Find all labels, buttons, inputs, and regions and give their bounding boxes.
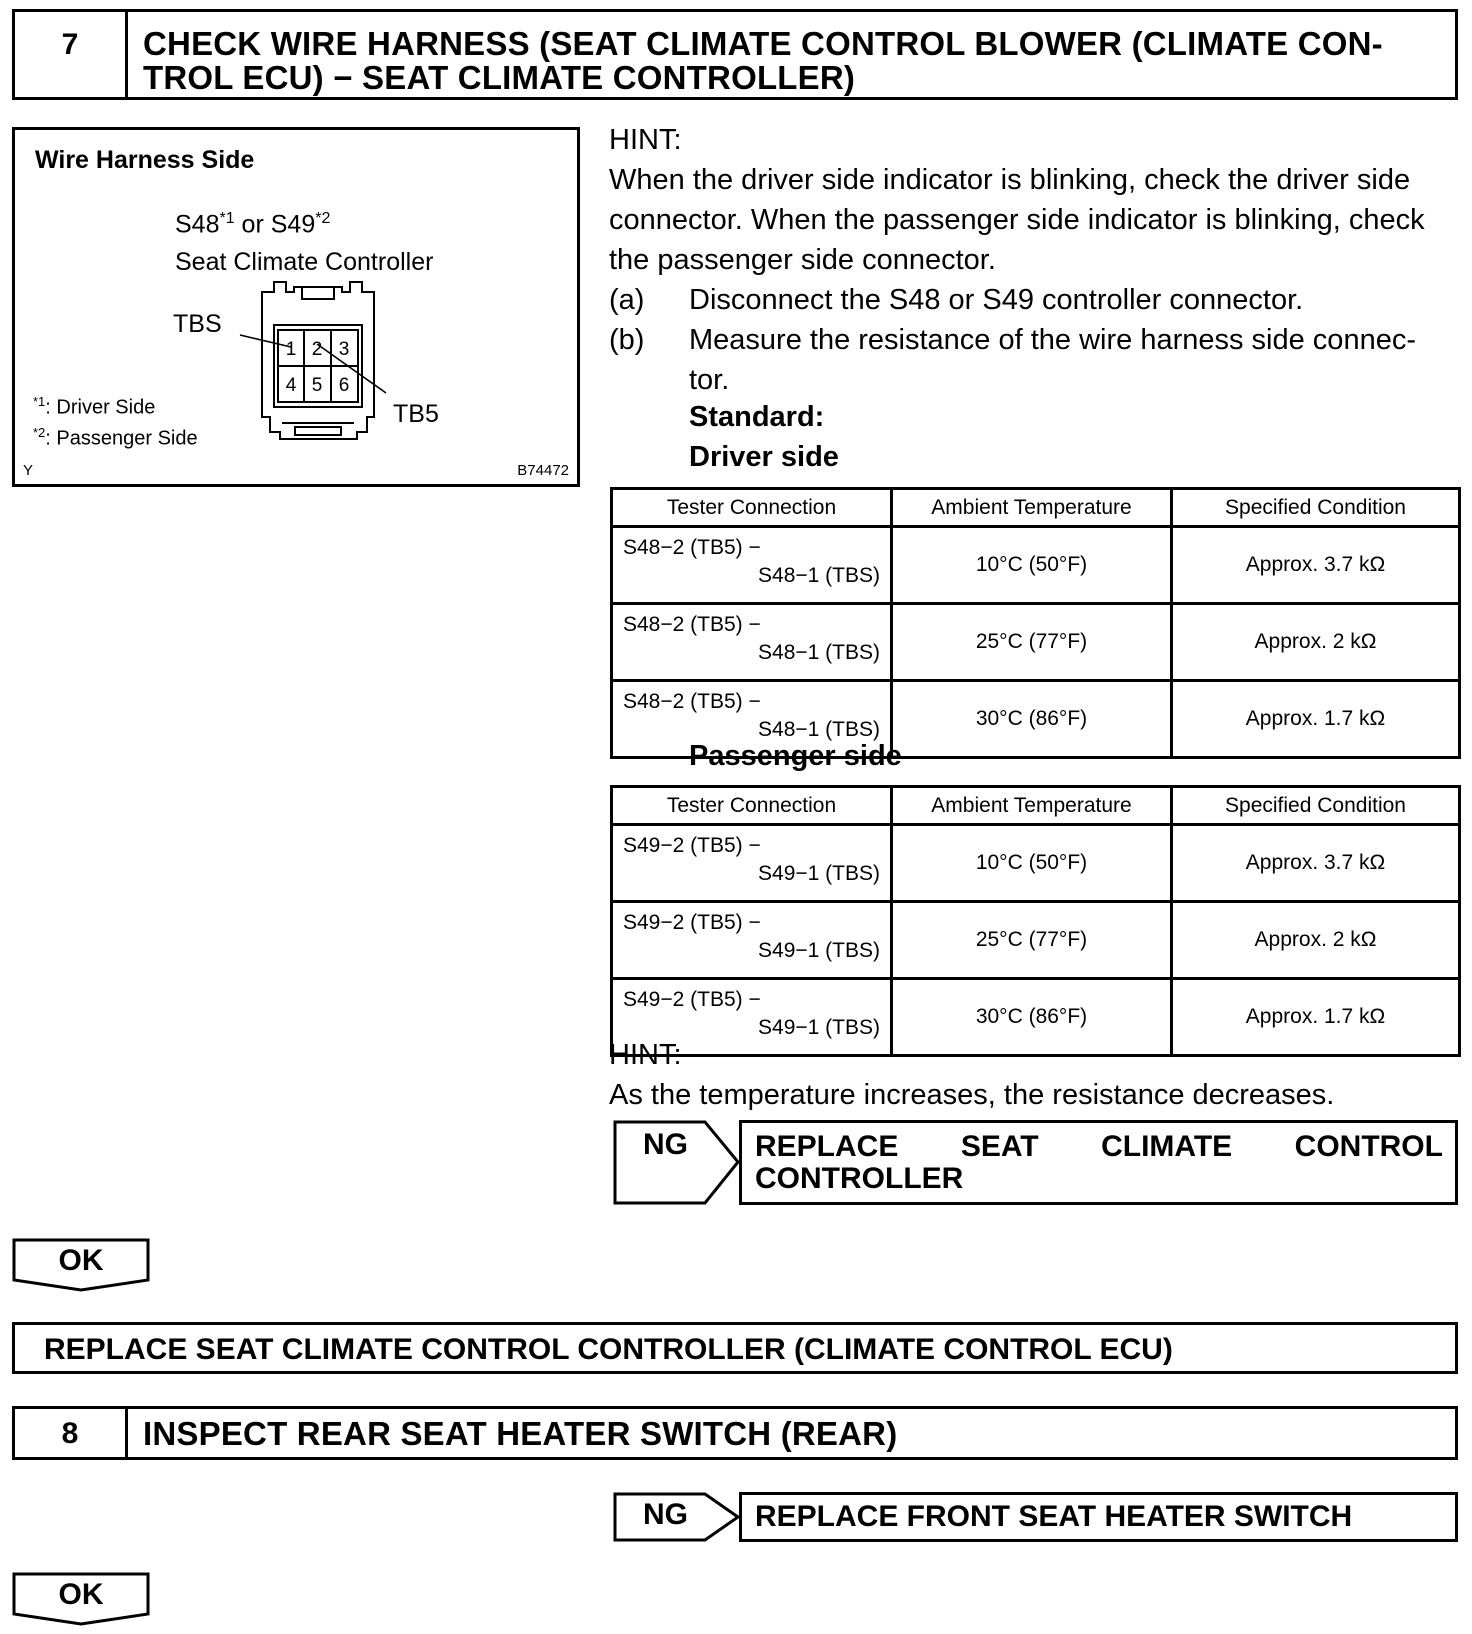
- hint-block: [609, 120, 1469, 400]
- connector-name: Seat Climate Controller: [175, 248, 434, 276]
- hint-line-1: When the driver side indicator is blinking, check the driver side: [609, 164, 1411, 196]
- header-ambient-temperature: Ambient Temperature: [892, 489, 1172, 527]
- standard-label: Standard:: [689, 401, 825, 433]
- ok-branch-8: [12, 1572, 150, 1626]
- condition-cell: Approx. 2 kΩ: [1172, 604, 1460, 681]
- step-title-line-2: TROL ECU) − SEAT CLIMATE CONTROLLER): [143, 59, 856, 96]
- table-header-row: [612, 489, 1460, 527]
- ng-result-box: [739, 1120, 1458, 1205]
- conn-from: S49−2 (TB5) −: [623, 988, 761, 1011]
- hint-2-label: HINT:: [609, 1039, 682, 1071]
- step-7-header: [12, 9, 1458, 100]
- step-title-line-1: CHECK WIRE HARNESS (SEAT CLIMATE CONTROL BLOWER (CLIMATE CON-: [143, 25, 1383, 62]
- temperature-cell: 10°C (50°F): [892, 825, 1172, 902]
- pin-1: 1: [285, 339, 297, 360]
- step-a: [609, 280, 1469, 320]
- header-specified-condition: Specified Condition: [1172, 489, 1460, 527]
- ng-label: NG: [643, 1128, 688, 1161]
- step-b-text-1: Measure the resistance of the wire harness side connec-: [689, 324, 1416, 356]
- step-title: [143, 27, 1441, 95]
- label-tbs: TBS: [173, 310, 222, 338]
- footnote-1-text: : Driver Side: [45, 396, 156, 419]
- hint-2-text: As the temperature increases, the resistance decreases.: [609, 1079, 1335, 1111]
- conn-from: S48−2 (TB5) −: [623, 690, 761, 713]
- condition-cell: Approx. 1.7 kΩ: [1172, 681, 1460, 758]
- hint-label: HINT:: [609, 124, 682, 156]
- tester-connection-cell: [612, 604, 892, 681]
- table-row: [612, 527, 1460, 604]
- passenger-spec-table: [610, 785, 1461, 1057]
- tbs-leader: [240, 335, 291, 347]
- header-tester-connection: Tester Connection: [612, 489, 892, 527]
- conn-from: S48−2 (TB5) −: [623, 613, 761, 636]
- step-b-label: (b): [609, 324, 645, 356]
- step-a-label: (a): [609, 284, 645, 316]
- temperature-cell: 25°C (77°F): [892, 902, 1172, 979]
- conn-to: S48−1 (TBS): [758, 564, 880, 587]
- table-row: [612, 902, 1460, 979]
- connector-latch: [302, 287, 334, 299]
- diagram-heading: Wire Harness Side: [35, 146, 255, 174]
- tester-connection-cell: [612, 902, 892, 979]
- table-row: [612, 825, 1460, 902]
- conn-to: S49−1 (TBS): [758, 1016, 880, 1039]
- connector-a: S48: [175, 210, 220, 239]
- ok-branch-7: [12, 1238, 150, 1292]
- step-b-line-2: tor.: [689, 364, 730, 396]
- condition-cell: Approx. 3.7 kΩ: [1172, 527, 1460, 604]
- hint-line-3: the passenger side connector.: [609, 244, 996, 276]
- ng-result-word: REPLACE: [755, 1130, 899, 1163]
- condition-cell: Approx. 3.7 kΩ: [1172, 825, 1460, 902]
- pin-3: 3: [338, 339, 350, 360]
- step-number: 8: [15, 1409, 128, 1457]
- footnote-1: [33, 394, 155, 420]
- conn-from: S49−2 (TB5) −: [623, 834, 761, 857]
- connector-diagram: [12, 127, 580, 487]
- header-tester-connection: Tester Connection: [612, 787, 892, 825]
- header-specified-condition: Specified Condition: [1172, 787, 1460, 825]
- pin-2: 2: [311, 339, 323, 360]
- hint-line-2: connector. When the passenger side indicator is blinking, check: [609, 204, 1425, 236]
- pin-6: 6: [338, 375, 350, 396]
- header-ambient-temperature: Ambient Temperature: [892, 787, 1172, 825]
- passenger-side-label: Passenger side: [689, 740, 902, 772]
- step-8-header: [12, 1406, 1458, 1460]
- ng-branch-7: [613, 1120, 1458, 1205]
- footnote-2-text: : Passenger Side: [45, 427, 198, 450]
- corner-code-right: B74472: [517, 462, 569, 479]
- ng-label: NG: [643, 1498, 688, 1531]
- pin-5: 5: [311, 375, 323, 396]
- tester-connection-cell: [612, 825, 892, 902]
- condition-cell: Approx. 1.7 kΩ: [1172, 979, 1460, 1056]
- conn-from: S48−2 (TB5) −: [623, 536, 761, 559]
- pin-4: 4: [285, 375, 297, 396]
- replace-controller-bar: REPLACE SEAT CLIMATE CONTROL CONTROLLER (CLIMATE CONTROL ECU): [12, 1322, 1458, 1374]
- conn-to: S49−1 (TBS): [758, 939, 880, 962]
- driver-spec-table: [610, 487, 1461, 759]
- step-title: INSPECT REAR SEAT HEATER SWITCH (REAR): [143, 1415, 898, 1452]
- footnote-1-star: *1: [33, 394, 46, 409]
- footnote-2: [33, 425, 198, 451]
- ok-label: OK: [58, 1578, 104, 1611]
- conn-to: S49−1 (TBS): [758, 862, 880, 885]
- table-row: [612, 604, 1460, 681]
- footnote-2-star: *2: [33, 425, 46, 440]
- or-text: or: [234, 210, 271, 239]
- table-header-row: [612, 787, 1460, 825]
- temperature-cell: 10°C (50°F): [892, 527, 1172, 604]
- conn-from: S49−2 (TB5) −: [623, 911, 761, 934]
- tb5-leader: [317, 344, 386, 393]
- label-tb5: TB5: [393, 400, 439, 428]
- corner-code-left: Y: [23, 462, 34, 479]
- tester-connection-cell: [612, 527, 892, 604]
- ng-result-word: CLIMATE: [1101, 1130, 1233, 1163]
- temperature-cell: 30°C (86°F): [892, 681, 1172, 758]
- hint-2-block: [609, 1035, 1334, 1115]
- sup-a: *1: [219, 210, 235, 227]
- step-number: 7: [15, 12, 128, 97]
- driver-side-label: Driver side: [689, 441, 839, 473]
- ng-result-word: SEAT: [960, 1130, 1039, 1163]
- ng-branch-8: [613, 1492, 1458, 1542]
- connector-b: S49: [270, 210, 316, 239]
- temperature-cell: 30°C (86°F): [892, 979, 1172, 1056]
- ng-result-line-2: CONTROLLER: [755, 1162, 964, 1195]
- conn-to: S48−1 (TBS): [758, 718, 880, 741]
- temperature-cell: 25°C (77°F): [892, 604, 1172, 681]
- step-a-text: Disconnect the S48 or S49 controller connector.: [689, 284, 1304, 316]
- condition-cell: Approx. 2 kΩ: [1172, 902, 1460, 979]
- sup-b: *2: [315, 210, 331, 227]
- ng-result-box: REPLACE FRONT SEAT HEATER SWITCH: [739, 1492, 1458, 1542]
- conn-to: S48−1 (TBS): [758, 641, 880, 664]
- ng-result-line-1: [755, 1131, 1443, 1163]
- step-b: [609, 320, 1469, 360]
- ng-result-word: CONTROL: [1294, 1130, 1443, 1163]
- ok-label: OK: [58, 1244, 104, 1277]
